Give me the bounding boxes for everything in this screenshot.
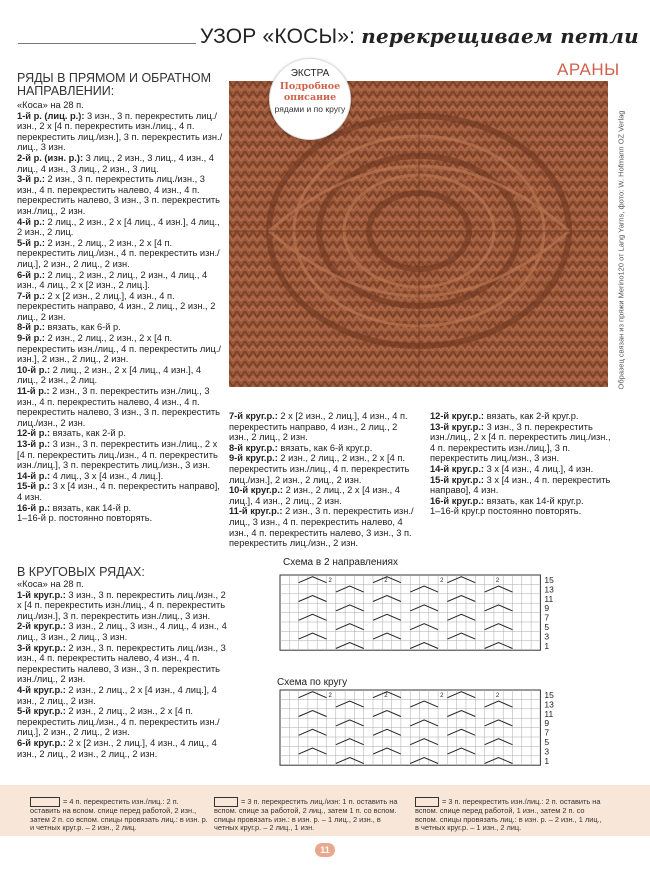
legend-item-3: = 3 п. перекрестить изн./лиц.: 2 п. оставить на вспом. спице перед работой, 1 изн., затем 2 п. со вспом. спицы провязать лиц.: в изн. р. – 2 изн., 1 лиц., в четных круг.р. – 1 изн., 2 лиц.: [415, 796, 602, 833]
round-row-label: 8-й круг.р.:: [229, 442, 278, 453]
rows-row-text: 3 лиц., 2 изн., 3 лиц., 4 изн., 4 лиц., 4 изн., 3 лиц., 2 изн., 3 лиц.: [17, 152, 214, 174]
rows-row-text: вязать, как 6-й р.: [44, 322, 121, 333]
round-row-text: 1–16-й круг.р постоянно повторять.: [430, 506, 582, 517]
rows-row: [17, 322, 224, 333]
round-row: [229, 453, 419, 485]
rows-row: [17, 365, 224, 386]
rows-row: [17, 503, 224, 514]
round-row-label: 13-й круг.р.:: [430, 421, 484, 432]
round-row-text: 3 изн., 3 п. перекрестить изн./лиц., 2 x [4 п. перекрестить лиц./изн., 4 п. перекрестить изн./лиц.], 3 п. перекрестить лиц./изн., 3 изн.: [430, 421, 611, 464]
rows-row-label: 5-й р.:: [17, 237, 45, 248]
diagram-two-dir: [277, 573, 563, 653]
page-title-plain: УЗОР «КОСЫ»:: [200, 25, 362, 48]
round-row: [430, 496, 615, 507]
rows-row-text: 3 x [4 изн., 4 п. перекрестить направо], 4 изн.: [17, 481, 220, 502]
round-row: [229, 485, 419, 506]
rows-row: [17, 238, 224, 270]
round-row-text: 2 изн., 3 п. перекрестить изн./лиц., 3 изн., 4 п. перекрестить налево, 4 изн., 4 п. перекрестить налево, 3 изн., 3 п. перекрестить лиц./изн., 2 изн.: [229, 506, 414, 549]
round-row-text: 3 x [4 изн., 4 п. перекрестить направо], 4 изн.: [430, 474, 611, 496]
rows-row-label: 14-й р.:: [17, 470, 51, 481]
rows-row: [17, 513, 224, 524]
diagram-row-number: 15: [544, 575, 554, 585]
diagram-cell-number: 2: [440, 578, 444, 584]
rows-row-label: 11-й р.:: [17, 386, 50, 397]
rows-instructions: [17, 100, 224, 524]
page-title-emph: перекрещиваем петли: [361, 24, 639, 48]
round-row: [229, 411, 419, 443]
diagram-cell-number: 2: [495, 578, 500, 584]
diagram-row-number: 9: [544, 718, 550, 729]
rows-row-text: 3 изн., 3 п. перекрестить лиц./изн., 2 x [4 п. перекрестить изн./лиц., 4 п. перекрестить лиц./изн.], 3 п. перекрестить изн./лиц., 3 изн.: [17, 110, 223, 153]
page-title: [200, 24, 639, 49]
diagram-cell-number: 2: [495, 693, 500, 699]
diagram-row-number: 7: [544, 612, 550, 623]
section-label: АРАНЫ: [557, 60, 620, 79]
round-row-label: 16-й круг.р.:: [430, 495, 484, 506]
rows-row-text: 2 изн., 2 лиц., 2 изн., 2 x [4 п. перекрестить лиц./изн., 4 п. перекрестить изн./лиц.], 2 изн., 2 лиц., 2 изн.: [17, 237, 220, 269]
rows-row-label: 9-й р.:: [17, 333, 45, 344]
round-row-text: 3 изн., 2 лиц., 3 изн., 4 лиц., 4 изн., 4 лиц., 3 изн., 2 лиц., 3 изн.: [17, 621, 227, 642]
diagram-cell-number: 2: [440, 693, 444, 699]
rows-row-text: 2 изн., 3 п. перекрестить изн./лиц., 3 изн., 4 п. перекрестить налево, 4 изн., 4 п. перекрестить налево, 3 изн., 3 п. перекрестить лиц./изн., 2 изн.: [17, 386, 221, 428]
diagram-row-number: 9: [544, 603, 550, 614]
round-row: [17, 685, 229, 706]
diagram-row-number: 11: [544, 593, 554, 604]
rows-row: [17, 481, 224, 502]
diagram-row-number: 3: [544, 631, 550, 642]
legend-item-1: = 4 п. перекрестить изн./лиц.: 2 п. оставить на вспом. спице перед работой, 2 изн., затем 2 п. со вспом. спицы провязать лиц.: в изн. р. и четных круг.р. – 2 изн., 2 лиц.: [30, 796, 208, 833]
round-row-text: 2 изн., 2 лиц., 2 x [4 изн., 4 лиц.], 4 изн., 2 лиц., 2 изн.: [229, 485, 400, 506]
round-row: [430, 422, 615, 464]
diagram-cell-number: 2: [328, 578, 332, 584]
round-row: [17, 590, 229, 622]
rows-row-text: 2 лиц., 2 изн., 2 x [4 лиц., 4 изн.], 4 лиц., 2 изн., 2 лиц.: [17, 364, 202, 386]
round-row-text: 3 изн., 3 п. перекрестить лиц./изн., 2 x [4 п. перекрестить изн./лиц., 4 п. перекрестить лиц./изн.], 3 п. перекрестить изн./лиц., 3 изн.: [17, 589, 226, 621]
round-row-text: вязать, как 14-й круг.р.: [484, 495, 584, 506]
rows-row-text: вязать, как 14-й р.: [50, 502, 132, 513]
round-row: [229, 443, 419, 454]
badge-line1: ЭКСТРА: [290, 68, 330, 79]
rows-row-label: 16-й р.:: [17, 502, 51, 513]
round-instructions-continued: [229, 411, 419, 549]
round-row-text: 2 изн., 2 лиц., 2 изн., 2 x [4 п. перекрестить лиц./изн., 4 п. перекрестить изн./лиц.], 2 изн., 2 лиц., 2 изн.: [17, 706, 220, 738]
round-intro: «Коса» на 28 п.: [17, 579, 84, 589]
diagram-row-number: 5: [544, 737, 550, 747]
diagram-cell-number: 2: [328, 693, 332, 699]
round-row-text: вязать, как 6-й круг.р.: [277, 442, 373, 453]
diagram-two-dir-title: Схема в 2 направлениях: [283, 557, 398, 568]
rows-row-text: 2 лиц., 2 изн., 2 x [4 лиц., 4 изн.], 4 лиц., 2 изн., 2 лиц.: [17, 216, 220, 238]
rows-row-text: 2 изн., 2 лиц., 2 изн., 2 x [4 п. перекрестить изн./лиц., 4 п. перекрестить лиц./изн.], 2 изн., 2 лиц., 2 изн.: [17, 333, 221, 365]
round-row-text: 2 x [2 изн., 2 лиц.], 4 изн., 4 п. перекрестить направо, 4 изн., 2 лиц., 2 изн., 2 лиц., 2 изн.: [229, 411, 408, 443]
rows-row-text: 2 x [2 изн., 2 лиц.], 4 изн., 4 п. перекрестить направо, 4 изн., 2 лиц., 2 изн., 2 лиц., 2 изн.: [17, 290, 216, 322]
round-row: [430, 506, 615, 517]
rows-row: [17, 153, 224, 174]
diagram-cell-number: 2: [384, 578, 388, 584]
rows-row-label: 6-й р.:: [17, 269, 45, 280]
diagram-row-number: 11: [544, 708, 554, 719]
rows-row: [17, 439, 224, 471]
diagram-row-number: 7: [544, 727, 550, 738]
cable-cross-4-icon: [30, 797, 60, 807]
round-row-label: 9-й круг.р.:: [229, 453, 278, 464]
diagram-row-number: 1: [544, 755, 550, 766]
rows-intro: «Коса» на 28 п.: [17, 100, 84, 110]
round-row: [17, 643, 229, 685]
photo-caption: Образец связан из пряжи Merino120 от Lang Yarns, фото: W. Hofmann OZ Verlag: [616, 110, 626, 390]
diagram-row-number: 5: [544, 622, 550, 632]
round-row: [17, 621, 229, 642]
round-row-label: 15-й круг.р.:: [430, 474, 484, 485]
rows-row-label: 7-й р.:: [17, 290, 45, 301]
cable-cross-3-left-icon: [415, 797, 439, 807]
extra-badge: [269, 58, 351, 140]
badge-line3: рядами и по кругу: [274, 104, 346, 114]
diagram-row-number: 1: [544, 640, 550, 651]
round-row-label: 4-й круг.р.:: [17, 684, 66, 695]
rows-row: [17, 270, 224, 291]
rows-row: [17, 333, 224, 365]
rows-row-label: 13-й р.:: [17, 439, 51, 449]
rows-row-label: 15-й р.:: [17, 481, 51, 492]
rows-row: [17, 471, 224, 482]
rows-row-text: 1–16-й р. постоянно повторять.: [17, 513, 153, 524]
round-row: [229, 506, 419, 548]
page-number: 11: [315, 843, 335, 857]
rows-row-text: 3 изн., 3 п. перекрестить изн./лиц., 2 x [4 п. перекрестить лиц./изн., 4 п. перекрестить изн./лиц.], 3 п. перекрестить лиц./изн., 3 изн.: [17, 439, 218, 471]
round-row: [17, 706, 229, 738]
header-rule: [18, 43, 196, 44]
round-row-label: 1-й круг.р.:: [17, 589, 66, 600]
rows-row-label: 1-й р. (лиц. р.):: [17, 110, 85, 121]
rows-row-label: 10-й р.:: [17, 364, 51, 375]
diagram-row-number: 13: [544, 699, 554, 710]
rows-row: [17, 428, 224, 439]
legend-item-2: = 3 п. перекрестить лиц./изн: 1 п. оставить на вспом. спице за работой, 2 лиц., затем 1 п. со вспом. спицы провязать изн.: в изн. р. – 1 лиц., 2 изн., в четных круг.р. – 2 лиц., 1 изн.: [214, 796, 398, 833]
round-row-text: 3 x [4 изн., 4 лиц.], 4 изн.: [484, 463, 594, 474]
rows-row-text: вязать, как 2-й р.: [50, 428, 126, 439]
round-row-text: вязать, как 2-й круг.р.: [484, 411, 579, 421]
rows-row: [17, 386, 224, 428]
round-row: [430, 475, 615, 496]
rows-row: [17, 217, 224, 238]
round-row-text: 2 изн., 3 п. перекрестить лиц./изн., 3 изн., 4 п. перекрестить налево, 4 изн., 4 п. перекрестить налево, 3 изн., 3 п. перекрестить изн./лиц., 2 изн.: [17, 642, 226, 685]
round-row: [430, 464, 615, 475]
badge-line2: Подробное описание: [279, 81, 341, 103]
rows-row: [17, 291, 224, 323]
diagram-row-number: 3: [544, 746, 550, 757]
round-row: [17, 738, 229, 759]
round-heading: В КРУГОВЫХ РЯДАХ:: [17, 565, 145, 579]
round-instructions: [17, 579, 229, 759]
cable-cross-3-right-icon: [214, 797, 238, 807]
round-row: [430, 411, 615, 422]
diagram-row-number: 15: [544, 690, 554, 700]
round-row-label: 5-й круг.р.:: [17, 706, 66, 717]
round-row-label: 10-й круг.р.:: [229, 485, 283, 496]
rows-row-label: 3-й р.:: [17, 174, 45, 185]
diagram-row-number: 13: [544, 584, 554, 595]
rows-heading: РЯДЫ В ПРЯМОМ И ОБРАТНОМ НАПРАВЛЕНИИ:: [17, 71, 212, 98]
rows-row: [17, 111, 224, 153]
round-row-label: 7-й круг.р.:: [229, 411, 278, 421]
round-row-text: 2 x [2 изн., 2 лиц.], 4 изн., 4 лиц., 4 изн., 2 лиц., 2 изн., 2 лиц., 2 изн.: [17, 737, 217, 759]
diagram-round: [277, 688, 563, 768]
rows-row-label: 8-й р.:: [17, 322, 45, 333]
round-row-label: 6-й круг.р.:: [17, 737, 66, 748]
round-row-label: 12-й круг.р.:: [430, 411, 484, 421]
round-row-text: 2 изн., 2 лиц., 2 x [4 изн., 4 лиц.], 4 изн., 2 лиц., 2 изн.: [17, 684, 217, 706]
rows-row-label: 12-й р.:: [17, 428, 51, 439]
rows-row-text: 4 лиц., 3 x [4 изн., 4 лиц.].: [50, 470, 164, 481]
rows-row-label: 2-й р. (изн. р.):: [17, 152, 84, 163]
rows-row-text: 2 лиц., 2 изн., 2 лиц., 2 изн., 4 лиц., 4 изн., 4 лиц., 2 x [2 изн., 2 лиц.].: [17, 269, 208, 291]
diagram-round-title: Схема по кругу: [277, 677, 348, 688]
round-row-label: 14-й круг.р.:: [430, 463, 484, 474]
round-row-label: 11-й круг.р.:: [229, 506, 283, 517]
rows-row: [17, 174, 224, 216]
rows-row-label: 4-й р.:: [17, 216, 45, 227]
round-instructions-end: [430, 411, 615, 517]
round-row-label: 3-й круг.р.:: [17, 642, 66, 653]
rows-row-text: 2 изн., 3 п. перекрестить лиц./изн., 3 изн., 4 п. перекрестить налево, 4 изн., 4 п. перекрестить налево, 3 изн., 3 п. перекрестить изн./лиц., 2 изн.: [17, 174, 221, 216]
round-row-label: 2-й круг.р.:: [17, 621, 66, 632]
round-row-text: 2 изн., 2 лиц., 2 изн., 2 x [4 п. перекрестить изн./лиц., 4 п. перекрестить лиц./изн.], 2 изн., 2 лиц., 2 изн.: [229, 453, 410, 485]
diagram-cell-number: 2: [384, 693, 388, 699]
